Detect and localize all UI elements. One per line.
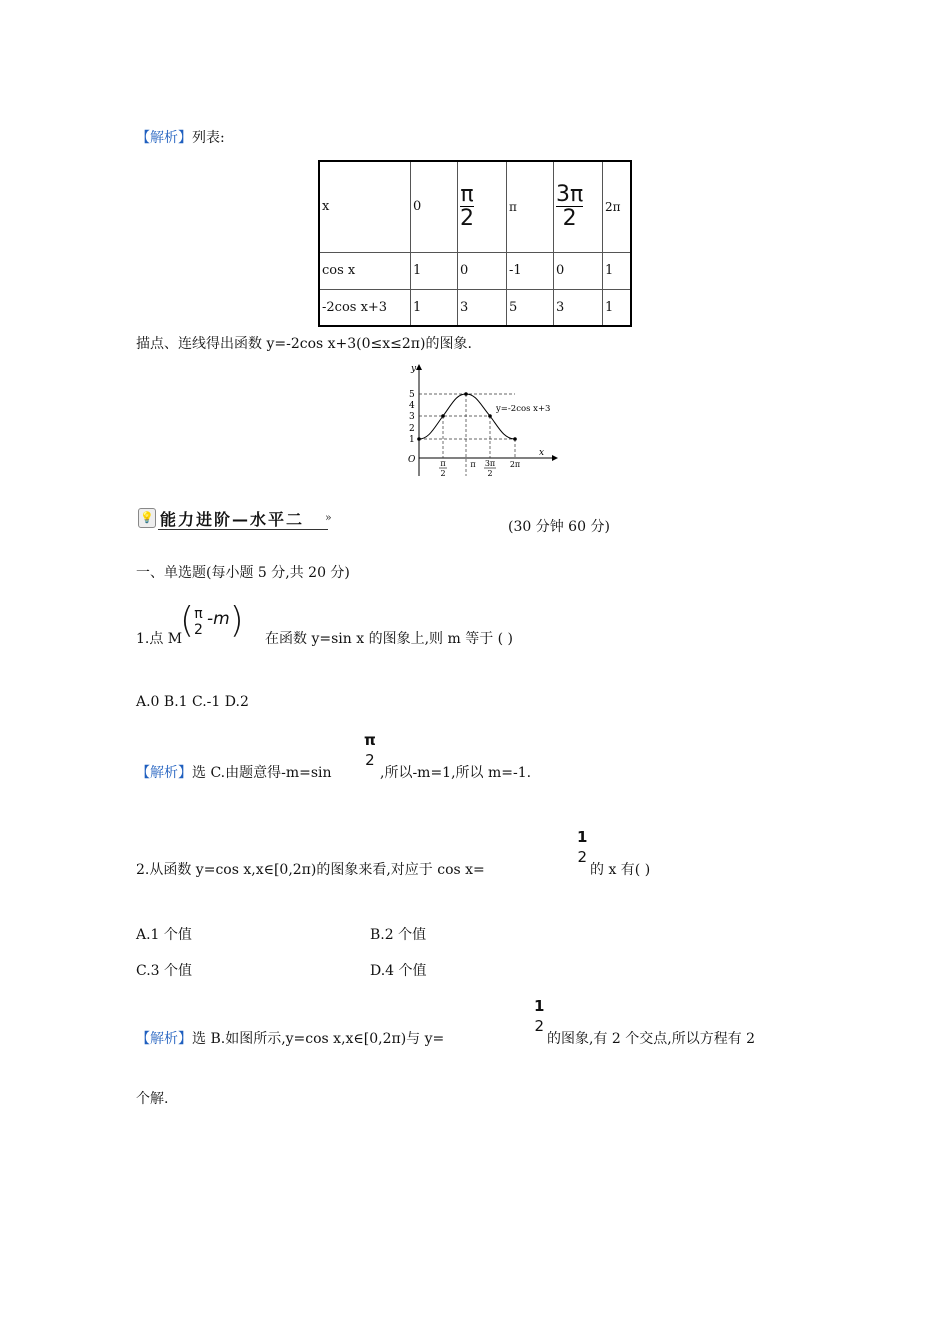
plot-points — [417, 392, 517, 441]
analysis-label: 【解析】 — [136, 765, 192, 781]
y-tick-label: 3 — [409, 412, 415, 422]
q2-analysis-frac — [534, 996, 544, 1037]
y-tick-label: 5 — [409, 390, 415, 400]
frac-den: 2 — [365, 751, 375, 770]
section-header — [138, 508, 342, 528]
table-cell: 1 — [411, 289, 458, 325]
x-tick-labels — [439, 459, 520, 478]
q2-stem-frac — [577, 827, 587, 868]
y-tick-label: 4 — [409, 401, 415, 411]
pi-over-2: π 2 — [460, 182, 474, 232]
y-axis-arrow — [416, 364, 422, 370]
q1-point-second: -m — [206, 609, 230, 629]
q2-analysis-a: 选 B.如图所示,y=cos x,x∈[0,2π)与 y= — [192, 1031, 445, 1047]
q1-analysis-a: 选 C.由题意得-m=sin — [192, 765, 332, 781]
part1-heading: 一、单选题(每小题 5 分,共 20 分) — [136, 565, 350, 581]
frac-num: π — [364, 731, 376, 749]
x-tick-label: 2π — [509, 460, 521, 469]
table-cell: 1 — [603, 289, 631, 325]
q1-point-den: 2 — [194, 622, 203, 639]
curve — [419, 394, 515, 439]
frac-num: 1 — [534, 997, 545, 1015]
y-axis-label: y — [411, 364, 417, 374]
frac-num: 1 — [577, 828, 588, 846]
origin-label: O — [408, 455, 416, 465]
q2-stem-b: 的 x 有( ) — [590, 862, 651, 878]
q1-options: A.0 B.1 C.-1 D.2 — [136, 694, 249, 710]
q2-stem-a: 2.从函数 y=cos x,x∈[0,2π)的图象来看,对应于 cos x= — [136, 862, 485, 878]
time-score: (30 分钟 60 分) — [508, 519, 610, 535]
double-chevron-icon: » — [325, 511, 332, 524]
value-table — [318, 160, 632, 327]
x-tick-label: π — [470, 460, 476, 469]
plot-sentence: 描点、连线得出函数 y=-2cos x+3(0≤x≤2π)的图象. — [136, 336, 472, 352]
table-cell: 5 — [507, 289, 554, 325]
q2-option-c: C.3 个值 — [136, 963, 193, 979]
table-cell-frac — [458, 162, 507, 252]
table-intro: 列表: — [192, 130, 225, 146]
svg-text:π: π — [440, 459, 446, 468]
table-cell: 3 — [458, 289, 507, 325]
table-cell: x — [320, 162, 411, 252]
y-tick-label: 1 — [409, 435, 415, 445]
table-cell: cos x — [320, 252, 411, 289]
svg-text:3π: 3π — [484, 459, 496, 468]
section-title: 能力进阶—水平二 — [160, 510, 305, 529]
table-cell: 0 — [554, 252, 603, 289]
q2-option-d: D.4 个值 — [370, 963, 427, 979]
cosine-graph — [392, 362, 558, 480]
section-underline — [158, 529, 328, 530]
table-cell: π — [507, 162, 554, 252]
svg-text:2: 2 — [487, 469, 493, 478]
x-axis-arrow — [552, 455, 558, 461]
q1-point: ( π 2 -m) — [180, 600, 244, 641]
table-cell: 1 — [411, 252, 458, 289]
table-cell: -2cos x+3 — [320, 289, 411, 325]
table-cell: 0 — [458, 252, 507, 289]
q1-prefix: 1.点 M — [136, 631, 183, 647]
curve-label: y=-2cos x+3 — [496, 404, 551, 414]
q1-analysis-b: ,所以-m=1,所以 m=-1. — [380, 765, 532, 781]
q2-analysis-c: 个解. — [136, 1091, 169, 1107]
y-tick-label: 2 — [409, 424, 415, 434]
table-cell: 3 — [554, 289, 603, 325]
analysis-label: 【解析】 — [136, 1031, 192, 1047]
q1-suffix: 在函数 y=sin x 的图象上,则 m 等于 ( ) — [265, 631, 514, 647]
table-cell: 1 — [603, 252, 631, 289]
q1-analysis — [136, 762, 332, 782]
lightbulb-icon: 💡 — [138, 508, 156, 528]
analysis-label: 【解析】 — [136, 130, 192, 146]
q2-analysis — [136, 1028, 444, 1048]
q2-option-a: A.1 个值 — [136, 927, 192, 943]
frac-den: 2 — [534, 1017, 544, 1036]
svg-text:2: 2 — [440, 469, 446, 478]
x-axis-label: x — [539, 448, 545, 458]
q2-option-b: B.2 个值 — [370, 927, 427, 943]
three-pi-over-2: 3π 2 — [556, 182, 584, 232]
frac-den: 2 — [577, 848, 587, 867]
q1-point-num: π — [194, 606, 203, 622]
analysis-heading — [136, 127, 225, 147]
q2-analysis-b: 的图象,有 2 个交点,所以方程有 2 — [547, 1031, 756, 1047]
table-cell: -1 — [507, 252, 554, 289]
table-cell: 2π — [603, 162, 631, 252]
table-cell: 0 — [411, 162, 458, 252]
q1-analysis-frac — [364, 730, 376, 771]
table-cell-frac — [554, 162, 603, 252]
